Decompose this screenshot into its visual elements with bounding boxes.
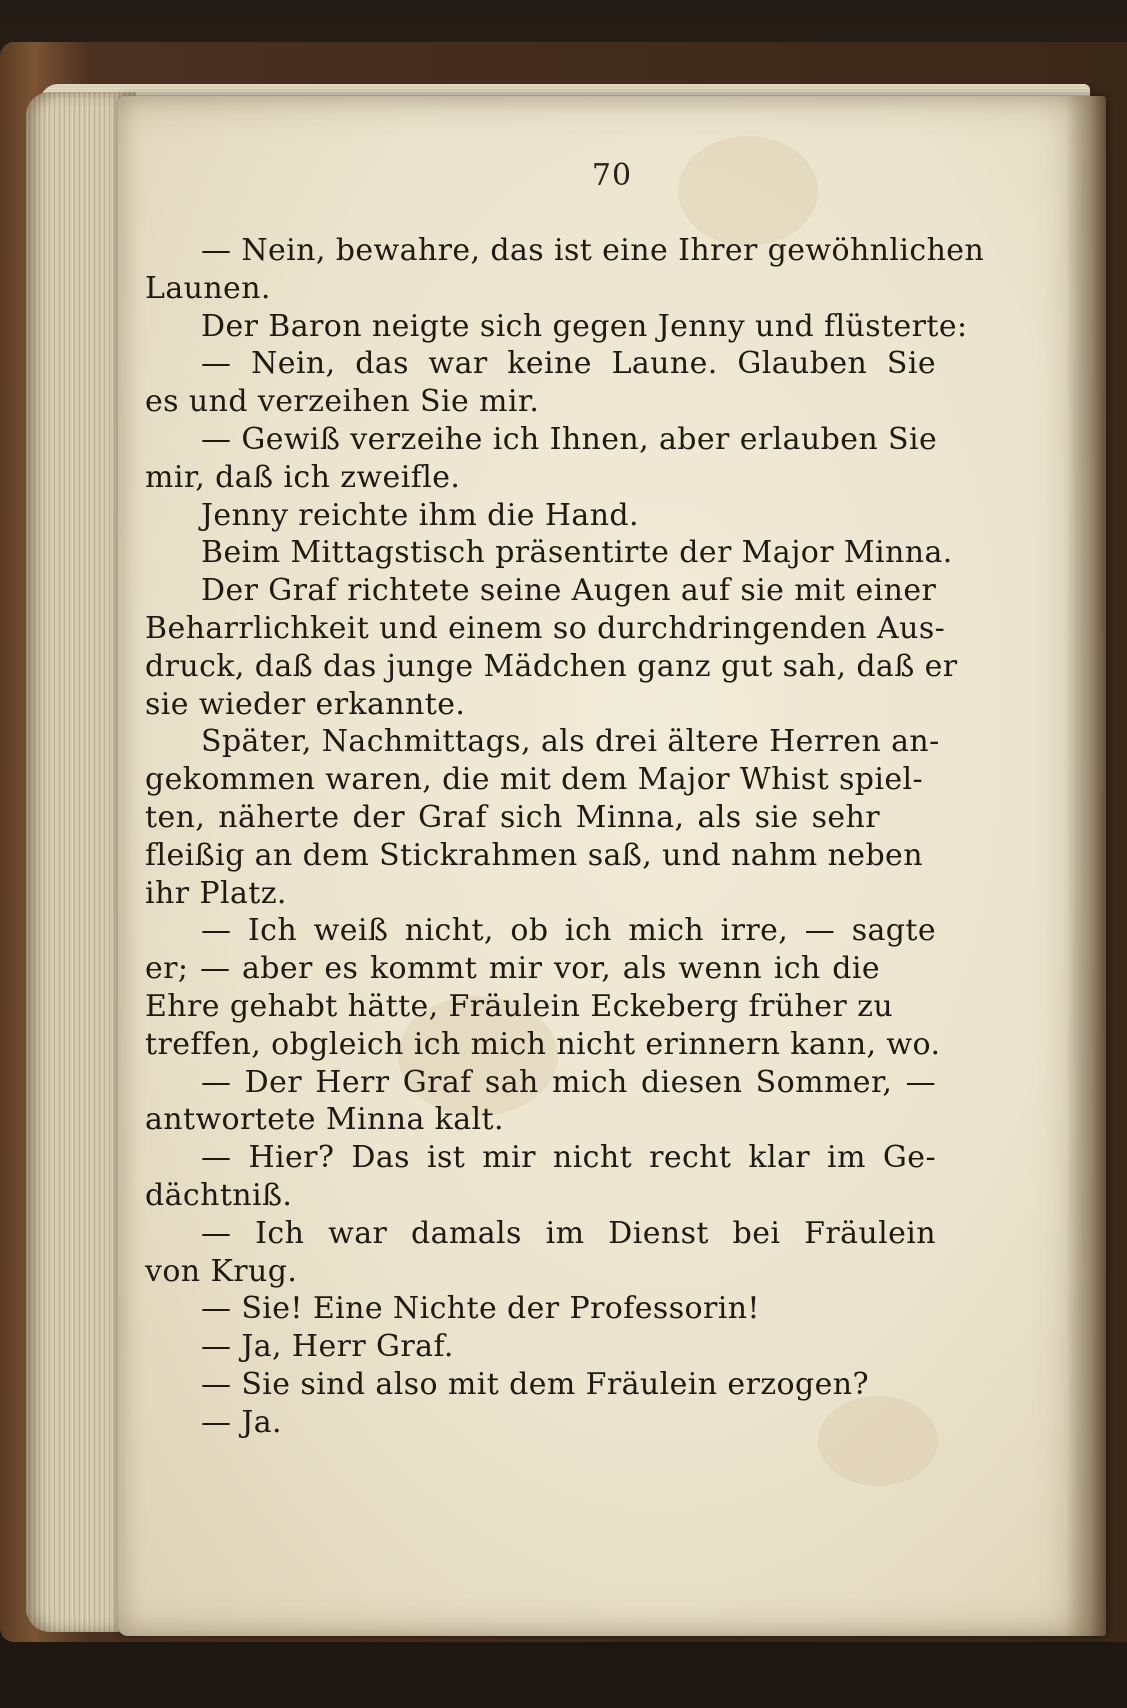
text-line: — Ich war damals im Dienst bei Fräulein <box>201 1215 936 1251</box>
text-line: — Sie sind also mit dem Fräulein erzogen? <box>201 1366 869 1402</box>
page-number: 70 <box>591 158 633 193</box>
text-line: — Nein, bewahre, das ist eine Ihrer gewöhnlichen <box>201 233 985 268</box>
text-line: treffen, obgleich ich mich nicht erinnern kann, wo. <box>145 1026 941 1062</box>
page-text <box>145 232 1085 1442</box>
text-line: — Gewiß verzeihe ich Ihnen, aber erlauben Sie <box>201 421 938 457</box>
text-line: von Krug. <box>145 1253 298 1289</box>
text-line: druck, daß das junge Mädchen ganz gut sah, daß er <box>145 648 958 684</box>
text-line: — Der Herr Graf sah mich diesen Sommer, — <box>201 1064 936 1100</box>
text-line: Jenny reichte ihm die Hand. <box>201 497 639 533</box>
text-line: ten, näherte der Graf sich Minna, als sie sehr <box>145 799 880 835</box>
text-line: sie wieder erkannte. <box>145 686 466 722</box>
text-line: antwortete Minna kalt. <box>145 1102 504 1138</box>
text-line: — Hier? Das ist mir nicht recht klar im Ge- <box>201 1140 936 1176</box>
text-line: mir, daß ich zweifle. <box>145 459 461 495</box>
text-line: — Nein, das war keine Laune. Glauben Sie <box>201 346 936 382</box>
text-line: dächtniß. <box>145 1177 293 1213</box>
text-line: Ehre gehabt hätte, Fräulein Eckeberg früher zu <box>145 988 894 1024</box>
text-line: Launen. <box>145 270 271 306</box>
text-line: Der Baron neigte sich gegen Jenny und flüsterte: <box>201 308 968 344</box>
text-line: es und verzeihen Sie mir. <box>145 384 540 420</box>
text-line: — Ich weiß nicht, ob ich mich irre, — sagte <box>201 913 936 949</box>
text-line: er; — aber es kommt mir vor, als wenn ich die <box>145 951 880 987</box>
text-line: — Ja. <box>201 1404 282 1440</box>
text-line: Beim Mittagstisch präsentirte der Major Minna. <box>201 535 953 571</box>
text-line: — Ja, Herr Graf. <box>201 1329 454 1365</box>
text-line: Später, Nachmittags, als drei ältere Herren an- <box>201 724 940 760</box>
text-line: Beharrlichkeit und einem so durchdringenden Aus- <box>145 610 946 646</box>
text-line: fleißig an dem Stickrahmen saß, und nahm neben <box>145 837 923 873</box>
text-line: ihr Platz. <box>145 875 287 911</box>
text-line: Der Graf richtete seine Augen auf sie mit einer <box>201 573 937 609</box>
text-line: gekommen waren, die mit dem Major Whist spiel- <box>145 762 924 798</box>
text-line: — Sie! Eine Nichte der Professorin! <box>201 1291 760 1327</box>
